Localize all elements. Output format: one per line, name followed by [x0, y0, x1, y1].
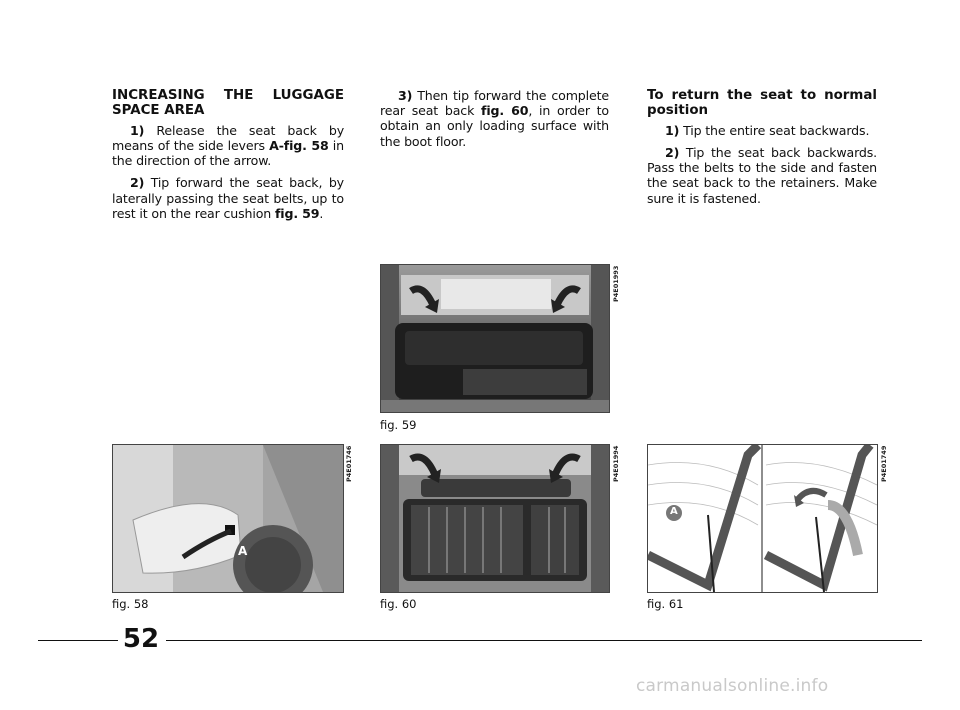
- step-number: 3): [398, 88, 413, 103]
- step-text: Tip the seat back backwards. Pass the belts to the side and fasten the seat back to the retainers. Make sure it is fastened.: [647, 145, 877, 206]
- watermark: carmanualsonline.info: [636, 676, 829, 696]
- figure-58-code: P4E01746: [345, 445, 353, 482]
- figure-59-photo: [380, 264, 610, 413]
- figure-reference: fig. 60: [481, 103, 529, 119]
- figure-61-caption: fig. 61: [647, 597, 684, 611]
- step-text: .: [319, 205, 324, 221]
- step-1: [112, 123, 344, 169]
- section-heading: To return the seat to normal position: [647, 88, 877, 119]
- figure-58-caption: fig. 58: [112, 597, 149, 611]
- step-text: , in order to obtain an only loading surface with the boot floor.: [380, 103, 609, 149]
- step-number: 2): [665, 145, 680, 161]
- figure-60-caption: fig. 60: [380, 597, 417, 611]
- step-text: Release the seat back by means of the side levers: [112, 122, 344, 154]
- column-1: [112, 88, 344, 228]
- step-3: [380, 88, 609, 149]
- figure-60-code: P4E01994: [612, 445, 620, 482]
- figure-59-code: P4E01993: [612, 265, 620, 302]
- figure-reference: fig. 59: [274, 205, 320, 221]
- figure-59-caption: fig. 59: [380, 418, 417, 432]
- page-number: 52: [122, 624, 160, 654]
- figure-reference: A-fig. 58: [269, 138, 329, 154]
- lever-label-a: A: [670, 506, 678, 517]
- column-3: [647, 88, 877, 213]
- figure-61-code: P4E01749: [880, 445, 888, 482]
- step-2: [112, 175, 344, 221]
- step-number: 1): [130, 122, 145, 138]
- step-number: 1): [665, 122, 680, 138]
- footer-rule-right: [166, 640, 922, 641]
- return-step-2: [647, 145, 877, 206]
- step-text: Then tip forward the complete rear seat back: [380, 88, 609, 119]
- step-text: Tip forward the seat back, by laterally passing the seat belts, up to rest it on the rear cushion: [112, 175, 344, 221]
- step-number: 2): [130, 175, 145, 191]
- column-2: [380, 88, 609, 156]
- figure-61-illustration: [647, 444, 878, 593]
- section-heading: INCREASING THE LUGGAGE SPACE AREA: [112, 88, 344, 119]
- figure-58-photo: [112, 444, 344, 593]
- return-step-1: [647, 123, 877, 138]
- footer-rule-left: [38, 640, 118, 641]
- step-text: Tip the entire seat backwards.: [679, 122, 870, 138]
- lever-label-a: A: [238, 544, 248, 558]
- figure-60-photo: [380, 444, 610, 593]
- step-text: in the direction of the arrow.: [112, 138, 344, 169]
